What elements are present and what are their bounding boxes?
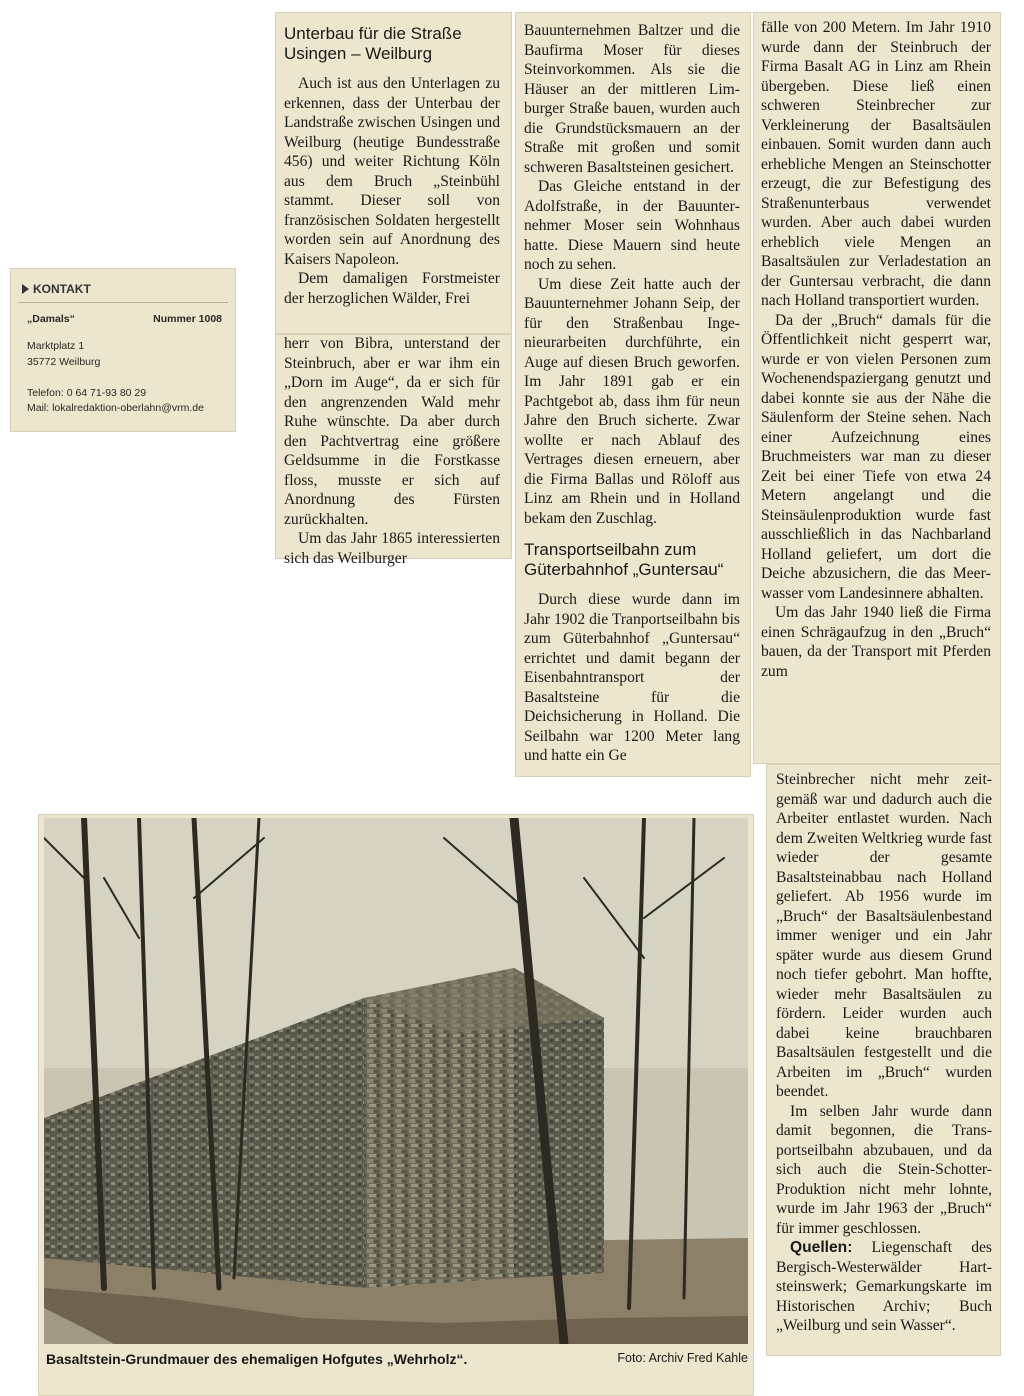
section-heading-2 xyxy=(524,540,740,580)
section-heading-1 xyxy=(284,24,500,64)
paragraph: Um diese Zeit hatte auch der Bauunternehmer Johann Seip, der für den Straßenbau Ingenieurarbeiten durchführte, ein Auge auf diesen Bruch geworfen. Im Jahr 1891 gab er ein Pachtgebot ab, dass ihm für neun Jahre den Bruch sicherte. Zwar wollte er nach Ablauf des Vertrages diesen erneuern, aber die Firma Ballas und Röloff aus Linz am Rhein und in Holland bekam den Zuschlag. xyxy=(524,275,740,527)
photo-clipping xyxy=(38,814,754,1396)
paragraph: Um das Jahr 1940 ließ die Firma einen Schrägaufzug in den „Bruch“ bauen, da der Transport mit Pferden zum xyxy=(761,604,991,680)
heading-line: Usingen – Weilburg xyxy=(284,44,433,63)
paragraph: Das Gleiche entstand in der Adolfstraße, in der Bauunternehmer Moser sein Wohnhaus hatte. Diese Mauern sind heute noch zu sehen. xyxy=(524,178,740,273)
contact-box xyxy=(10,268,236,432)
sources-label: Quellen: xyxy=(790,1239,853,1256)
contact-phone: Telefon: 0 64 71-93 80 29 xyxy=(27,387,147,399)
triangle-icon xyxy=(22,284,29,294)
article-column-3-bottom xyxy=(766,764,1001,1356)
paragraph: Durch diese wurde dann im Jahr 1902 die Tranportseilbahn bis zum Güterbahnhof „Guntersau“ errichtet und damit begann der Eisenbahntransport der Basaltsteine für die Deichsicherung in Holland. Die Seilbahn war 1200 Meter lang und hatte ein Ge xyxy=(524,591,740,764)
paragraph: Steinbrecher nicht mehr zeitgemäß war und dadurch auch die Arbeiter entlastet wurden. Nach dem Zweiten Weltkrieg wurde fast wieder der gesamte Basaltsteinabbau nach Holland geliefert. Ab 1956 wurde im „Bruch“ der Basaltsäulenbestand immer weniger und ein Jahr später wurde aus diesem Grund noch tiefer gebohrt. Man hoffte, wieder mehr Basaltsäulen zu fördern. Leider wurden auch dabei keine brauchbaren Basaltsäulen festgestellt und die Arbeiten im „Bruch“ wurden beendet. xyxy=(776,771,992,1100)
photo-caption: Basaltstein-Grundmauer des ehemaligen Hofgutes „Wehrholz“. xyxy=(46,1351,468,1367)
sources-text: Liegenschaft des Bergisch-Westerwälder Hartsteinswerk; Gemarkungskarte im Historischen Archiv; Buch „Weilburg und sein Wasser“. xyxy=(776,1239,992,1334)
contact-name: „Damals“ xyxy=(27,313,75,325)
paragraph: fälle von 200 Metern. Im Jahr 1910 wurde dann der Steinbruch der Firma Basalt AG in Linz am Rhein übergeben. Diese ließ einen schweren Steinbrecher zur Verkleinerung der Basaltsäulen einbauen. Somit wurden dann auch erhebliche Mengen an Steinschotter erzeugt, die zur Befestigung des Straßenunterbaus verwendet wurden. Aber auch dabei wurden erheblich viele Mengen an Basaltsäulen zur Verladestation an der Guntersau verbracht, die dann nach Holland transportiert wurden. xyxy=(761,19,991,309)
contact-mail[interactable]: Mail: lokalredaktion-oberlahn@vrm.de xyxy=(27,402,204,414)
heading-line: Unterbau für die Straße xyxy=(284,24,462,43)
paragraph: Bauunternehmen Baltzer und die Baufirma Moser für dieses Steinvorkommen. Als sie die Häuser an der mittleren Limburger Straße bauen, wurden auch die Grundstücksmauern an der Straße mit großen und somit schweren Basaltsteinen gesichert. xyxy=(524,22,740,176)
paragraph: Dem damaligen Forstmeister der herzoglichen Wälder, Frei xyxy=(284,270,500,307)
sources xyxy=(776,1238,992,1336)
article-column-1-bottom xyxy=(275,334,512,567)
issue-number: Nummer 1008 xyxy=(153,313,222,325)
paragraph: Im selben Jahr wurde dann damit begonnen, die Transportseilbahn abzubauen, und da sich auch die Stein-Schotter-Produktion nicht mehr lohnte, wurde im Jahr 1963 der „Bruch“ für immer geschlossen. xyxy=(776,1102,992,1237)
paragraph: Um das Jahr 1865 interessierten sich das Weilburger xyxy=(284,530,500,567)
article-column-1-top xyxy=(275,12,512,334)
basalt-wall-photo xyxy=(44,818,748,1344)
heading-line: Transportseilbahn zum xyxy=(524,540,697,559)
contact-street: Marktplatz 1 xyxy=(27,340,85,352)
article-column-2 xyxy=(515,12,751,777)
contact-title xyxy=(22,282,91,296)
contact-title-text: KONTAKT xyxy=(33,282,91,296)
contact-city: 35772 Weilburg xyxy=(27,356,101,368)
paragraph: Auch ist aus den Unterlagen zu erkennen, dass der Unterbau der Landstraße zwischen Usingen und Weilburg (heutige Bundesstraße 456) und weiter Richtung Köln aus dem Bruch „Steinbühl stammt. Dieser soll von französischen Soldaten hergestellt worden sein auf Anordnung des Kaisers Napoleon. xyxy=(284,75,500,268)
heading-line: Güterbahnhof „Guntersau“ xyxy=(524,560,724,579)
article-column-3-top xyxy=(753,12,1001,764)
paragraph: Da der „Bruch“ damals für die Öffentlichkeit nicht gesperrt war, wurde er von vielen Personen zum Wochenendspaziergang genutzt und dabei konnte sie aus der Nähe die Säulenform der Steine sehen. Nach einer Aufzeichnung eines Bruchmeisters war man zu dieser Zeit bei einer Tiefe von etwa 24 Metern angelangt und die Steinsäulenproduktion wurde fast ausschließlich in das Nachbarland Holland geliefert, um dort die Deiche abzusichern, die das Meerwasser vom Landesinnere abhalten. xyxy=(761,311,991,602)
photo-credit: Foto: Archiv Fred Kahle xyxy=(617,1351,748,1365)
divider xyxy=(18,302,228,303)
paragraph: herr von Bibra, unterstand der Steinbruch, aber er war ihm ein „Dorn im Auge“, da er sich für den angrenzenden Wald mehr Ruhe wünschte. Da aber durch den Pachtvertrag eine größere Geldsumme in die Forstkasse floss, musste er sich auf Anordnung des Fürsten zurückhalten. xyxy=(284,335,500,528)
